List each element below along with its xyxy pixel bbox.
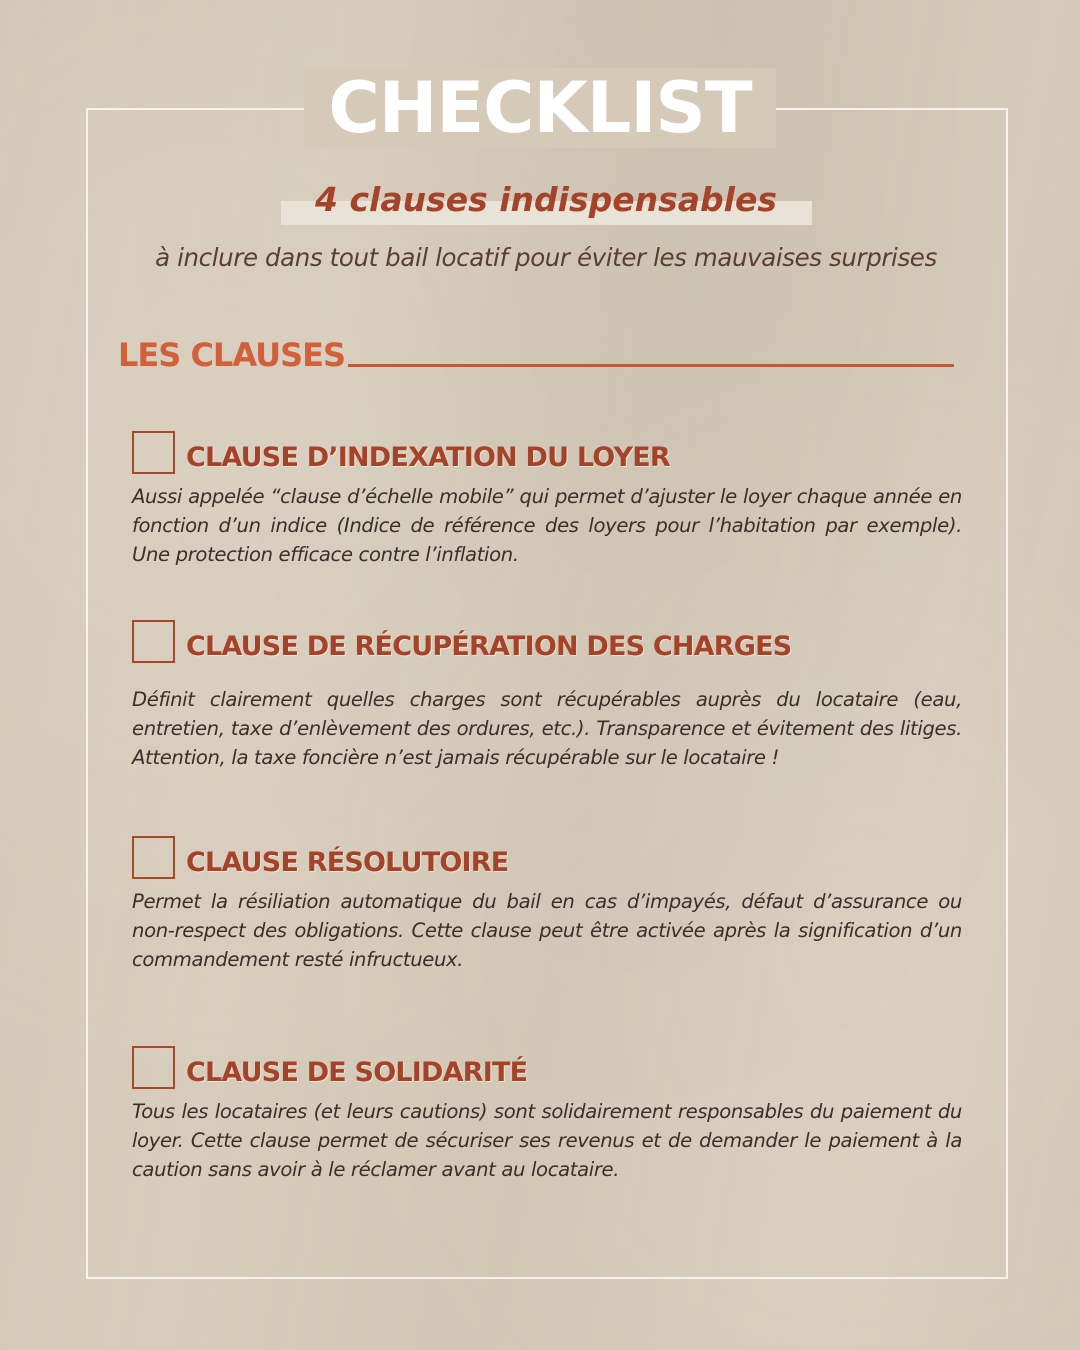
checkbox[interactable]: [132, 431, 175, 474]
clause-title: CLAUSE D’INDEXATION DU LOYER: [186, 442, 670, 473]
clause-header: [132, 430, 962, 474]
clause-header: [132, 1045, 962, 1089]
checkbox[interactable]: [132, 620, 175, 663]
clause-description: Aussi appelée “clause d’échelle mobile” qui permet d’ajuster le loyer chaque année en fonction d’un indice (Indice de référence des loyers pour l’habitation par exemple). Une protection efficace contre l’inflation.: [132, 485, 962, 566]
clause-description: Tous les locataires (et leurs cautions) sont solidairement responsables du paiement du loyer. Cette clause permet de sécuriser ses revenus et de demander le paiement à la caution sans avoir à le réclamer avant au locataire.: [132, 1100, 962, 1181]
clause-title: CLAUSE DE SOLIDARITÉ: [186, 1057, 528, 1088]
clause-item-charges: [132, 619, 962, 772]
section-header: [118, 335, 345, 375]
title-container: [0, 68, 1080, 148]
clause-item-indexation: [132, 430, 962, 569]
section-title: LES CLAUSES: [118, 336, 346, 374]
section-divider: [348, 364, 954, 367]
clause-item-resolutoire: [132, 835, 962, 974]
clause-title: CLAUSE RÉSOLUTOIRE: [186, 847, 509, 878]
clause-description: Permet la résiliation automatique du bail en cas d’impayés, défaut d’assurance ou non-respect des obligations. Cette clause peut être activée après la signification d’un commandement resté infructueux.: [132, 890, 962, 971]
clause-title: CLAUSE DE RÉCUPÉRATION DES CHARGES: [186, 631, 792, 662]
clause-item-solidarite: [132, 1045, 962, 1184]
subtitle: 4 clauses indispensables: [315, 180, 777, 219]
intro-text: à inclure dans tout bail locatif pour éviter les mauvaises surprises: [155, 243, 937, 272]
clause-description: Définit clairement quelles charges sont récupérables auprès du locataire (eau, entretien, taxe d’enlèvement des ordures, etc.). Transparence et évitement des litiges. Attention, la taxe foncière n’est jamais récupérable sur le locataire !: [132, 688, 962, 769]
clause-header: [132, 619, 962, 663]
checkbox[interactable]: [132, 1046, 175, 1089]
page-title: CHECKLIST: [304, 68, 775, 148]
clause-header: [132, 835, 962, 879]
checkbox[interactable]: [132, 836, 175, 879]
